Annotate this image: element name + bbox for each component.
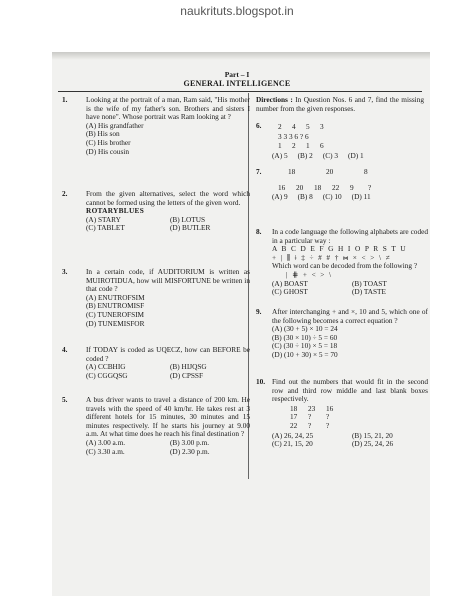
option-b: (B) 2 [297, 150, 313, 160]
cell: 17 [290, 412, 298, 422]
directions-text: In Question Nos. 6 and 7, find the missing number from the given responses. [256, 95, 424, 113]
cell: 18 [290, 403, 298, 413]
option-a: (A) ENUTROFSIM [86, 292, 145, 302]
option-b: (B) (30 × 10) ÷ 5 = 60 [272, 332, 338, 342]
watermark: naukrituts.blogspot.in [180, 4, 294, 18]
option-b: (B) 8 [297, 192, 313, 202]
option-a: (A) (30 + 5) × 10 = 24 [272, 324, 338, 334]
option-b: (B) 15, 21, 20 [352, 430, 393, 440]
option-d: (D) TUNEMISFOR [86, 318, 145, 328]
cell: ? [326, 412, 330, 422]
cell: 22 [332, 182, 340, 192]
cell: 3 [320, 122, 324, 131]
question-stem: In a code language the following alphabets are coded in a particular way : [272, 227, 428, 245]
question-prompt: Which word can be decoded from the following ? [272, 261, 418, 271]
cell: 1 [278, 141, 282, 151]
option-a: (A) BOAST [272, 278, 308, 288]
option-c: (C) GHOST [272, 287, 308, 297]
question-number: 4. [62, 345, 68, 354]
question-stem: After interchanging + and ×, 10 and 5, which one of the following becomes a correct equation ? [272, 307, 428, 325]
cell: 2 [278, 122, 282, 131]
option-c: (C) 21, 15, 20 [272, 439, 313, 449]
cell: ? [368, 182, 372, 192]
code-to-decode: | ⋕ + < > \ [286, 269, 333, 279]
option-a: (A) 9 [272, 192, 288, 202]
question-number: 7. [256, 167, 262, 176]
option-a: (A) 3.00 a.m. [86, 437, 126, 447]
question-stem: Find out the numbers that would fit in the second row and third row middle and last blank boxes respectively. [272, 377, 428, 404]
option-a: (A) 26, 24, 25 [272, 430, 314, 440]
option-c: (C) TUNEROFSIM [86, 309, 145, 319]
question-number: 10. [256, 377, 266, 386]
option-a: (A) 5 [272, 150, 288, 160]
option-d: (D) 1 [348, 150, 364, 160]
cell: 20 [296, 182, 304, 192]
code-letters: A B C D E F G H I O P R S T U [272, 244, 407, 254]
option-a: (A) STARY [86, 214, 121, 224]
question-number: 3. [62, 267, 68, 276]
cell: 16 [326, 403, 334, 413]
cell: 1 [306, 141, 310, 151]
number-row: 3 3 3 6 ? 6 [278, 131, 309, 141]
cell: 4 [292, 122, 296, 131]
given-word: ROTARYBLUES [86, 206, 145, 216]
question-stem: From the given alternatives, select the word which cannot be formed using the letters of the given word. [86, 189, 250, 207]
option-d: (D) TASTE [352, 287, 386, 297]
question-stem: A bus driver wants to travel a distance of 200 km. He travels with the speed of 40 km/hr. He takes rest at 3 different hotels for 15 minutes, 30 minutes and 15 minutes respectively. If he starts his journey at 9.00 a.m. At what time does he reach his final destination ? [86, 395, 250, 439]
directions [256, 96, 424, 113]
option-b: (B) TOAST [352, 278, 387, 288]
part-label: Part – I [224, 70, 250, 79]
cell: ? [326, 420, 330, 430]
option-c: (C) TABLET [86, 223, 125, 233]
option-a: (A) His grandfather [86, 120, 144, 130]
cell: 18 [288, 167, 296, 176]
option-a: (A) CCBHIG [86, 362, 126, 372]
question-number: 6. [256, 121, 262, 130]
cell: 16 [278, 182, 286, 192]
option-d: (D) 11 [351, 192, 371, 202]
option-c: (C) 10 [322, 192, 342, 202]
option-d: (D) 2.30 p.m. [170, 446, 210, 456]
option-b: (B) HIJQSG [170, 362, 207, 372]
option-d: (D) 25, 24, 26 [352, 439, 394, 449]
option-c: (C) CGGQSG [86, 370, 128, 380]
question-number: 9. [256, 307, 262, 316]
code-symbols: + | ⫼ ǂ ‡ ÷ # # † ⋈ × < > \ ≠ [272, 252, 392, 262]
option-d: (D) His cousin [86, 146, 129, 156]
option-c: (C) (30 ÷ 10) × 5 = 18 [272, 341, 338, 351]
header-rule [58, 91, 422, 92]
cell: 23 [308, 403, 316, 413]
sheet-top-shadow [52, 52, 430, 60]
section-title: GENERAL INTELLIGENCE [183, 79, 291, 88]
option-b: (B) 3.00 p.m. [170, 437, 210, 447]
cell: 20 [326, 167, 334, 176]
option-b: (B) His son [86, 129, 120, 139]
question-number: 1. [62, 95, 68, 104]
directions-label: Directions : [256, 95, 293, 104]
question-stem: If TODAY is coded as UQECZ, how can BEFORE be coded ? [86, 345, 250, 363]
question-stem: In a certain code, if AUDITORIUM is written as MUIROTIDUA, how will MISFORTUNE be written in that code ? [86, 267, 250, 294]
cell: 6 [320, 141, 324, 151]
option-c: (C) 3.30 a.m. [86, 446, 125, 456]
question-stem: Looking at the portrait of a man, Ram said, "His mother is the wife of my father's son. Brothers and sisters I have none". Whose portrait was Ram looking at ? [86, 95, 250, 122]
cell: ? [308, 420, 312, 430]
option-d: (D) CPSSF [170, 370, 204, 380]
question-number: 5. [62, 395, 68, 404]
cell: 18 [314, 182, 322, 192]
option-c: (C) His brother [86, 137, 131, 147]
cell: 9 [350, 182, 354, 192]
cell: 22 [290, 420, 298, 430]
cell: 2 [292, 141, 296, 151]
option-b: (B) LOTUS [170, 214, 206, 224]
option-c: (C) 3 [322, 150, 339, 160]
cell: 5 [306, 122, 310, 131]
option-d: (D) (10 + 30) × 5 = 70 [272, 349, 338, 359]
cell: ? [308, 412, 312, 422]
option-d: (D) BUTLER [170, 223, 211, 233]
question-number: 2. [62, 189, 68, 198]
option-b: (B) ENUTROMISF [86, 301, 145, 311]
question-number: 8. [256, 227, 262, 236]
cell: 8 [364, 167, 368, 176]
